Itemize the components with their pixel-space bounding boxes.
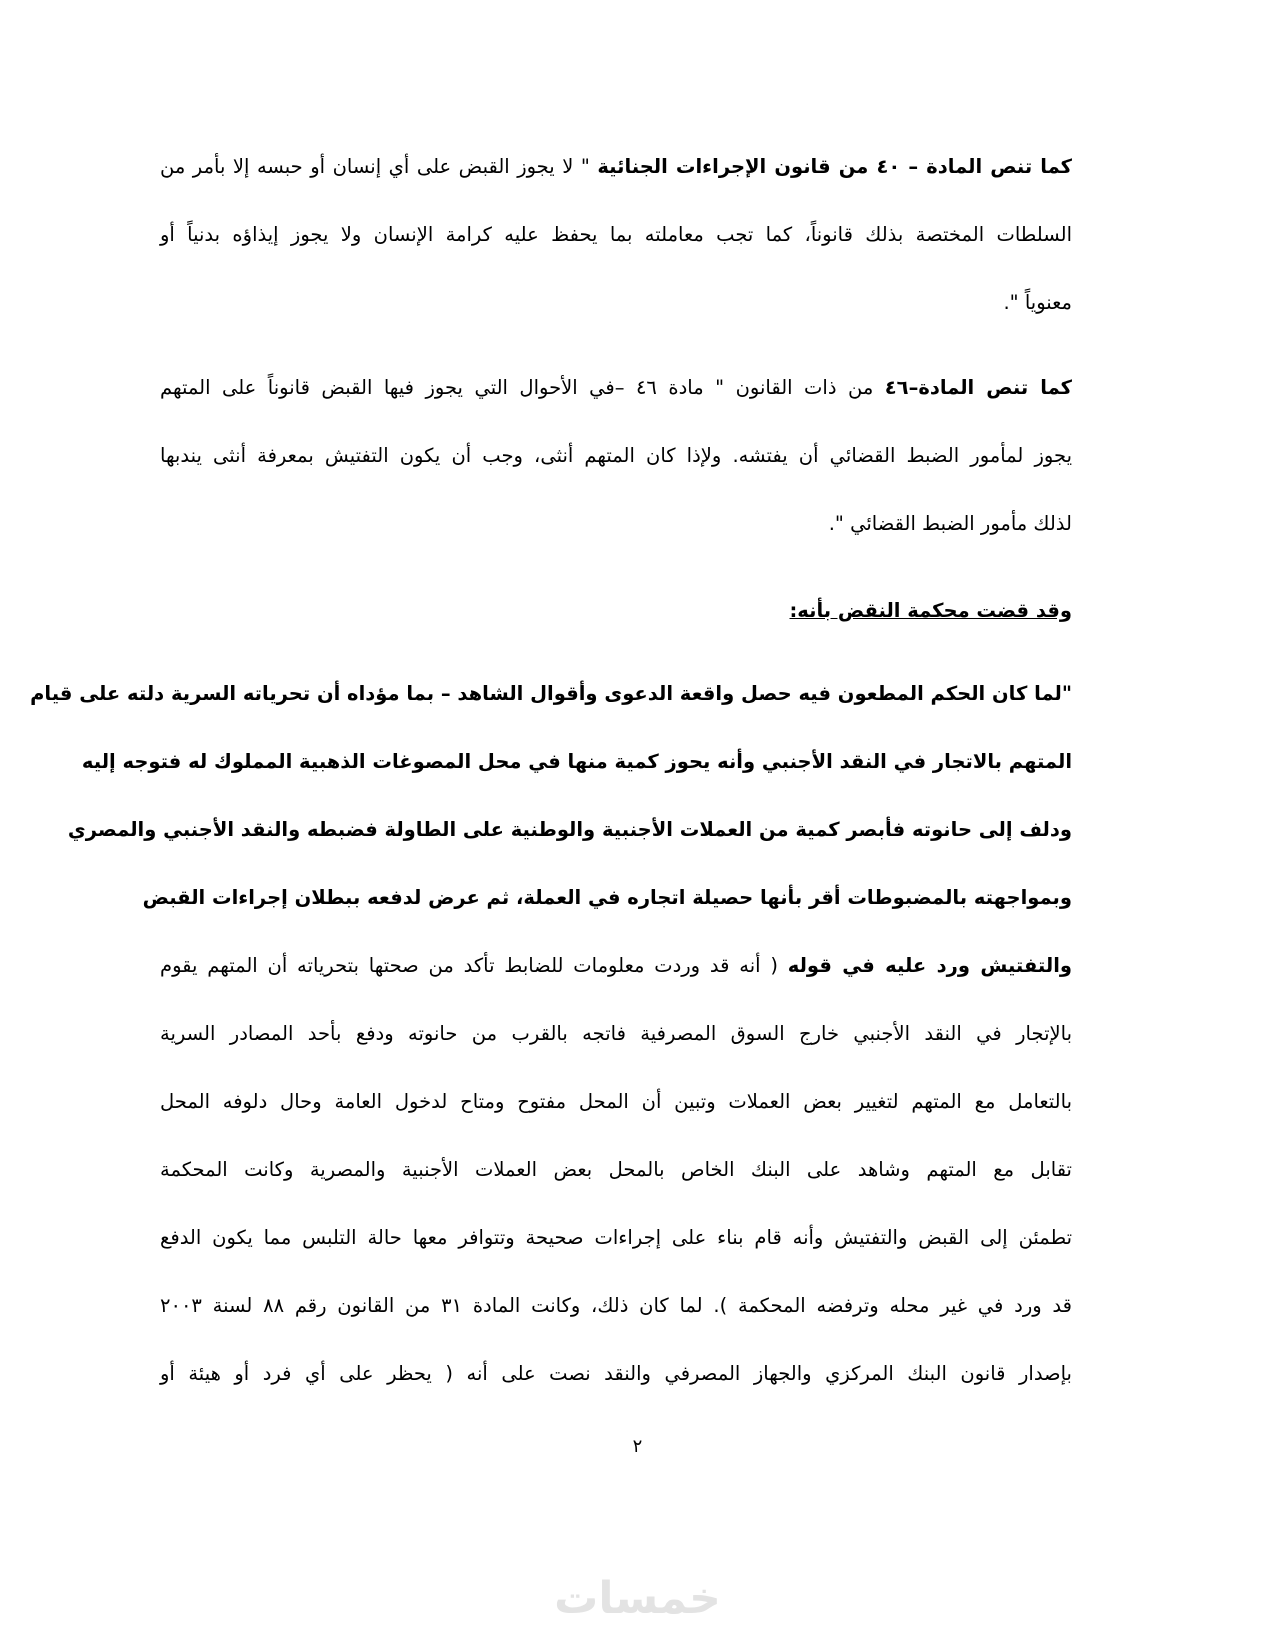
paragraph-2-line-1: كما تنص المادة–٤٦ من ذات القانون " مادة ٤٦ –في الأحوال التي يجوز فيها القبض قانوناً على المتهم — [160, 376, 1072, 399]
ruling-line-11: بإصدار قانون البنك المركزي والجهاز المصرفي والنقد نصت على أنه ( يحظر على أي فرد أو هيئة أو — [160, 1362, 1072, 1385]
ruling-line-10: قد ورد في غير محله وترفضه المحكمة ). لما كان ذلك، وكانت المادة ٣١ من القانون رقم ٨٨ لسنة ٢٠٠٣ — [160, 1294, 1072, 1317]
paragraph-1-line-2: السلطات المختصة بذلك قانوناً، كما تجب معاملته بما يحفظ عليه كرامة الإنسان ولا يجوز إيذاؤه بدنياً أو — [160, 223, 1072, 246]
ruling-line-3: ودلف إلى حانوته فأبصر كمية من العملات الأجنبية والوطنية على الطاولة فضبطه والنقد الأجنبي والمصري — [67, 818, 1072, 841]
ruling-line-8: تقابل مع المتهم وشاهد على البنك الخاص بالمحل بعض العملات الأجنبية والمصرية وكانت المحكمة — [160, 1158, 1072, 1181]
article-40-label: كما تنص المادة – ٤٠ من قانون الإجراءات الجنائية — [597, 155, 1072, 178]
watermark-logo: خمسات — [554, 1573, 721, 1624]
paragraph-1-line-1: كما تنص المادة – ٤٠ من قانون الإجراءات الجنائية " لا يجوز القبض على أي إنسان أو حبسه إلا بأمر من — [160, 155, 1072, 178]
ruling-line-7: بالتعامل مع المتهم لتغيير بعض العملات وتبين أن المحل مفتوح ومتاح لدخول العامة وحال دلوفه المحل — [160, 1090, 1072, 1113]
paragraph-2-line-3: لذلك مأمور الضبط القضائي ". — [828, 512, 1072, 535]
page-number: ٢ — [632, 1436, 643, 1457]
paragraph-1-line-3: معنوياً ". — [1003, 291, 1072, 314]
article-46-label: كما تنص المادة–٤٦ — [884, 376, 1072, 399]
paragraph-2-line-2: يجوز لمأمور الضبط القضائي أن يفتشه. ولإذا كان المتهم أنثى، وجب أن يكون التفتيش بمعرفة أنثى يندبها — [160, 444, 1072, 467]
ruling-line-4: وبمواجهته بالمضبوطات أقر بأنها حصيلة اتجاره في العملة، ثم عرض لدفعه ببطلان إجراءات القبض — [142, 886, 1072, 909]
section-heading: وقد قضت محكمة النقض بأنه: — [789, 599, 1072, 622]
ruling-line-2: المتهم بالاتجار في النقد الأجنبي وأنه يحوز كمية منها في محل المصوغات الذهبية المملوك له فتوجه إليه — [81, 750, 1072, 773]
ruling-line-1: "لما كان الحكم المطعون فيه حصل واقعة الدعوى وأقوال الشاهد – بما مؤداه أن تحرياته السرية دلته على قيام — [30, 682, 1072, 705]
ruling-line-5: والتفتيش ورد عليه في قوله ( أنه قد وردت معلومات للضابط تأكد من صحتها بتحرياته أن المتهم يقوم — [160, 954, 1072, 977]
ruling-line-6: بالإتجار في النقد الأجنبي خارج السوق المصرفية فاتجه بالقرب من حانوته ودفع بأحد المصادر السرية — [160, 1022, 1072, 1045]
ruling-line-9: تطمئن إلى القبض والتفتيش وأنه قام بناء على إجراءات صحيحة وتتوافر معها حالة التلبس مما يكون الدفع — [160, 1226, 1072, 1249]
